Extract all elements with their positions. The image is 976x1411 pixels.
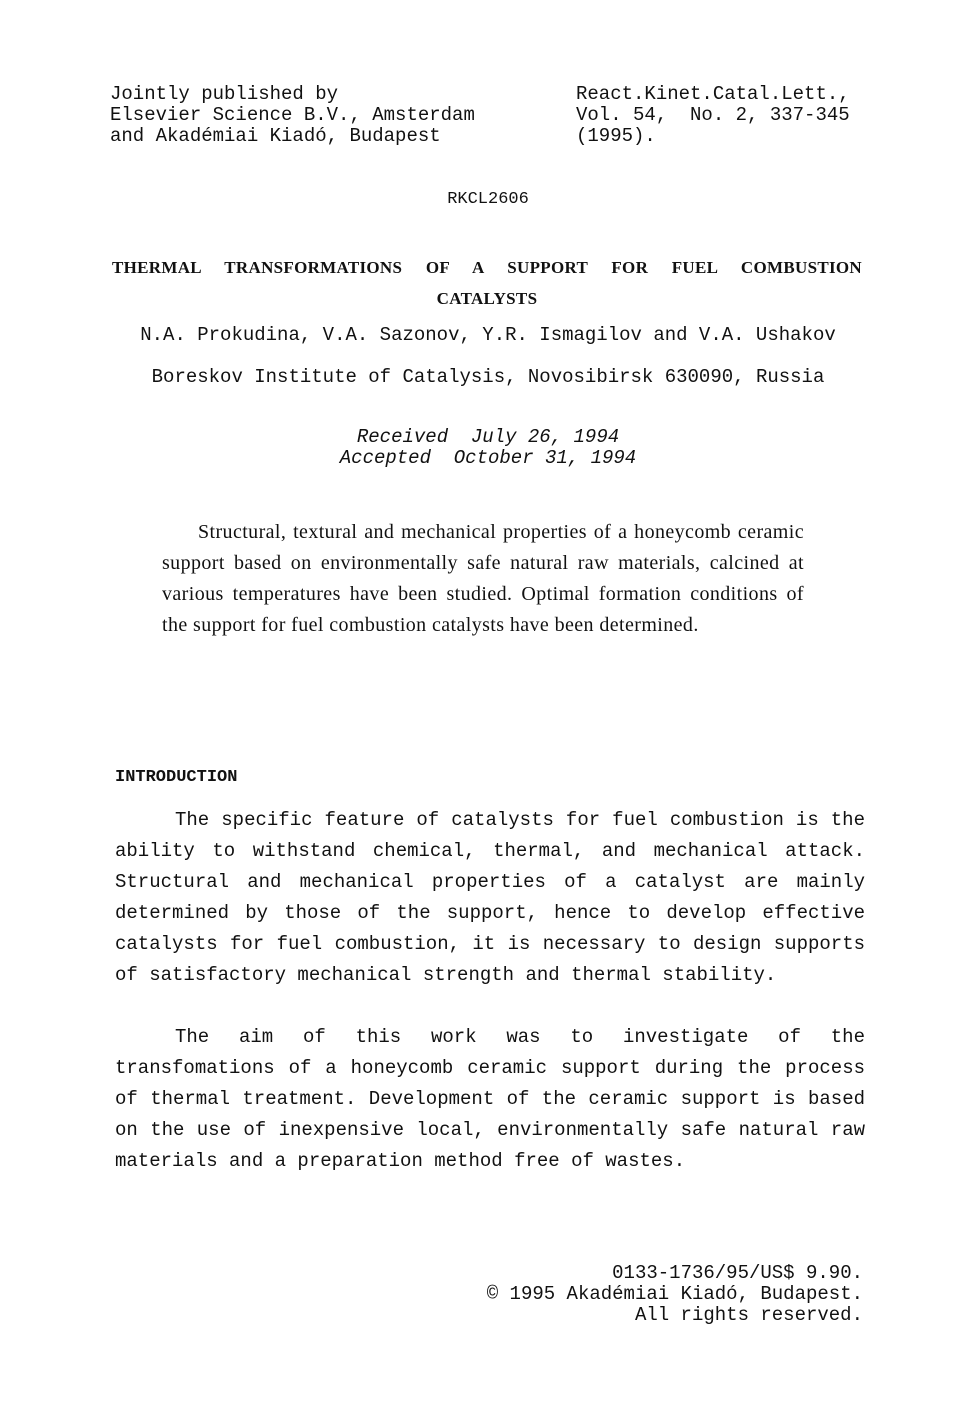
article-dates (0, 427, 976, 469)
received-date: Received July 26, 1994 (356, 426, 620, 448)
footer-line: All rights reserved. (634, 1304, 863, 1326)
publisher-line: and Akadémiai Kiadó, Budapest (110, 125, 441, 147)
publisher-block (110, 84, 475, 147)
citation-line: (1995). (576, 125, 656, 147)
paper-title: THERMAL TRANSFORMATIONS OF A SUPPORT FOR FUEL COMBUSTION CATALYSTS (112, 258, 862, 308)
citation-line: Vol. 54, No. 2, 337-345 (576, 104, 850, 126)
intro-paragraph-1: The specific feature of catalysts for fuel combustion is the ability to withstand chemical, thermal, and mechanical attack. Structural and mechanical properties of a catalyst are mainly determined by those of the support, hence to develop effective catalysts for fuel combustion, it is necessary to design supports of satisfactory mechanical strength and thermal stability. (115, 809, 865, 986)
intro-paragraph-2: The aim of this work was to investigate of the transfomations of a honeycomb ceramic support during the process of thermal treatment. Development of the ceramic support is based on the use of inexpensive local, environmentally safe natural raw materials and a preparation method free of wastes. (115, 1026, 865, 1172)
abstract: Structural, textural and mechanical properties of a honeycomb ceramic support based on environmentally safe natural raw materials, calcined at various temperatures have been studied. Optimal formation conditions of the support for fuel combustion catalysts have been determined. (162, 521, 804, 636)
article-code: RKCL2606 (447, 190, 529, 209)
authors: N.A. Prokudina, V.A. Sazonov, Y.R. Ismagilov and V.A. Ushakov (140, 324, 836, 346)
affiliation: Boreskov Institute of Catalysis, Novosibirsk 630090, Russia (151, 366, 825, 388)
footer-line: 0133-1736/95/US$ 9.90. (612, 1262, 863, 1284)
citation-line: React.Kinet.Catal.Lett., (576, 83, 850, 105)
section-heading-introduction: INTRODUCTION (115, 768, 238, 787)
publisher-line: Elsevier Science B.V., Amsterdam (110, 104, 475, 126)
publisher-line: Jointly published by (110, 83, 339, 105)
journal-citation (576, 84, 850, 147)
accepted-date: Accepted October 31, 1994 (339, 447, 637, 469)
copyright-footer (440, 1263, 863, 1326)
footer-line: © 1995 Akadémiai Kiadó, Budapest. (486, 1283, 863, 1305)
